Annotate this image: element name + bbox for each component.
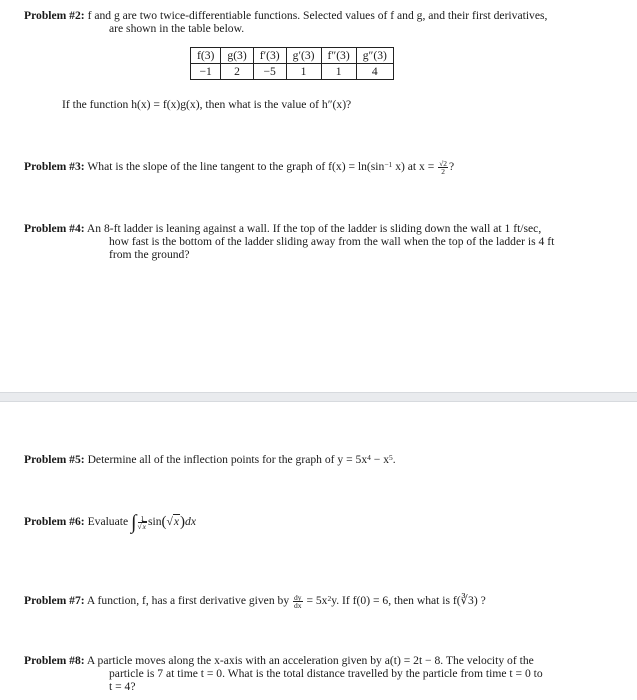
problem-text: x) at x =: [395, 160, 435, 174]
problem-text: = 5x: [306, 594, 328, 608]
problem-4: [24, 222, 614, 261]
fraction-denominator: 2: [441, 167, 445, 176]
table-header: f′(3): [253, 48, 286, 64]
problem-text: A function, f, has a first derivative given by: [86, 594, 290, 608]
page-separator: [0, 392, 637, 402]
integral-expression: ∫ $\frac{1}{√x}$ sin(√x)dx: [131, 511, 196, 534]
fraction: [438, 160, 448, 175]
exponent: 5: [389, 453, 393, 462]
problem-text: how fast is the bottom of the ladder sliding away from the wall when the top of the ladder is 4 ft: [109, 235, 555, 248]
problem-8: [24, 654, 614, 693]
table-header: f″(3): [321, 48, 356, 64]
inverse-exponent: −1: [384, 160, 393, 169]
table-cell: 2: [221, 64, 253, 80]
problem-text: y. If f(0) = 6, then what is f(∛3) ?: [331, 594, 486, 608]
fraction-numerator: dy: [294, 593, 302, 602]
problem-text: Determine all of the inflection points for the graph of y = 5x: [87, 453, 368, 466]
fraction: [293, 594, 303, 609]
problem-text: .: [392, 453, 396, 466]
table-cell: 1: [286, 64, 321, 80]
problem-text: A particle moves along the x-axis with an acceleration given by a(t) = 2t − 8. The velocity of the: [86, 654, 534, 667]
fraction-numerator: √2: [439, 159, 448, 168]
fraction: $\frac{1}{√x}$: [137, 514, 146, 531]
problem-label: Problem #5:: [24, 453, 85, 466]
problem-text: t = 4?: [109, 680, 136, 693]
problem-label: Problem #6:: [24, 515, 85, 529]
problem-text: Evaluate: [87, 515, 129, 529]
problem-5: [24, 453, 614, 466]
table-header: g′(3): [286, 48, 321, 64]
table-header: f(3): [191, 48, 221, 64]
problem-label: Problem #7:: [24, 594, 85, 608]
values-table: [190, 47, 394, 80]
table-header: g″(3): [356, 48, 393, 64]
table-cell: 1: [321, 64, 356, 80]
problem-text: ?: [449, 160, 455, 174]
problem-text: What is the slope of the line tangent to the graph of f(x) = ln(sin: [87, 160, 385, 174]
problem-7: [24, 594, 614, 609]
table-cell: −5: [253, 64, 286, 80]
problem-text: An 8-ft ladder is leaning against a wall. If the top of the ladder is sliding down the wall at 1 ft/sec,: [86, 222, 542, 235]
problem-3: [24, 160, 614, 175]
problem-text: are shown in the table below.: [109, 22, 245, 35]
problem-6: [24, 511, 614, 534]
fraction-denominator: dx: [294, 601, 302, 610]
problem-text: − x: [370, 453, 390, 466]
problem-text: from the ground?: [109, 248, 190, 261]
problem-label: Problem #3:: [24, 160, 85, 174]
problem-label: Problem #8:: [24, 654, 85, 667]
exponent: 4: [367, 453, 371, 462]
table-header: g(3): [221, 48, 253, 64]
problem-2-question: If the function h(x) = f(x)g(x), then what is the value of h″(x)?: [62, 98, 352, 111]
integral-sign: ∫: [131, 511, 137, 534]
problem-2: [24, 9, 614, 35]
problem-label: Problem #4:: [24, 222, 85, 235]
problem-label: Problem #2:: [24, 9, 85, 22]
problem-text: f and g are two twice-differentiable functions. Selected values of f and g, and their first derivatives,: [87, 9, 548, 22]
table-cell: −1: [191, 64, 221, 80]
exponent: 2: [327, 594, 332, 603]
document-page-2: [0, 402, 637, 700]
table-cell: 4: [356, 64, 393, 80]
problem-text: particle is 7 at time t = 0. What is the total distance travelled by the particle from time t = 0 to: [109, 667, 543, 680]
